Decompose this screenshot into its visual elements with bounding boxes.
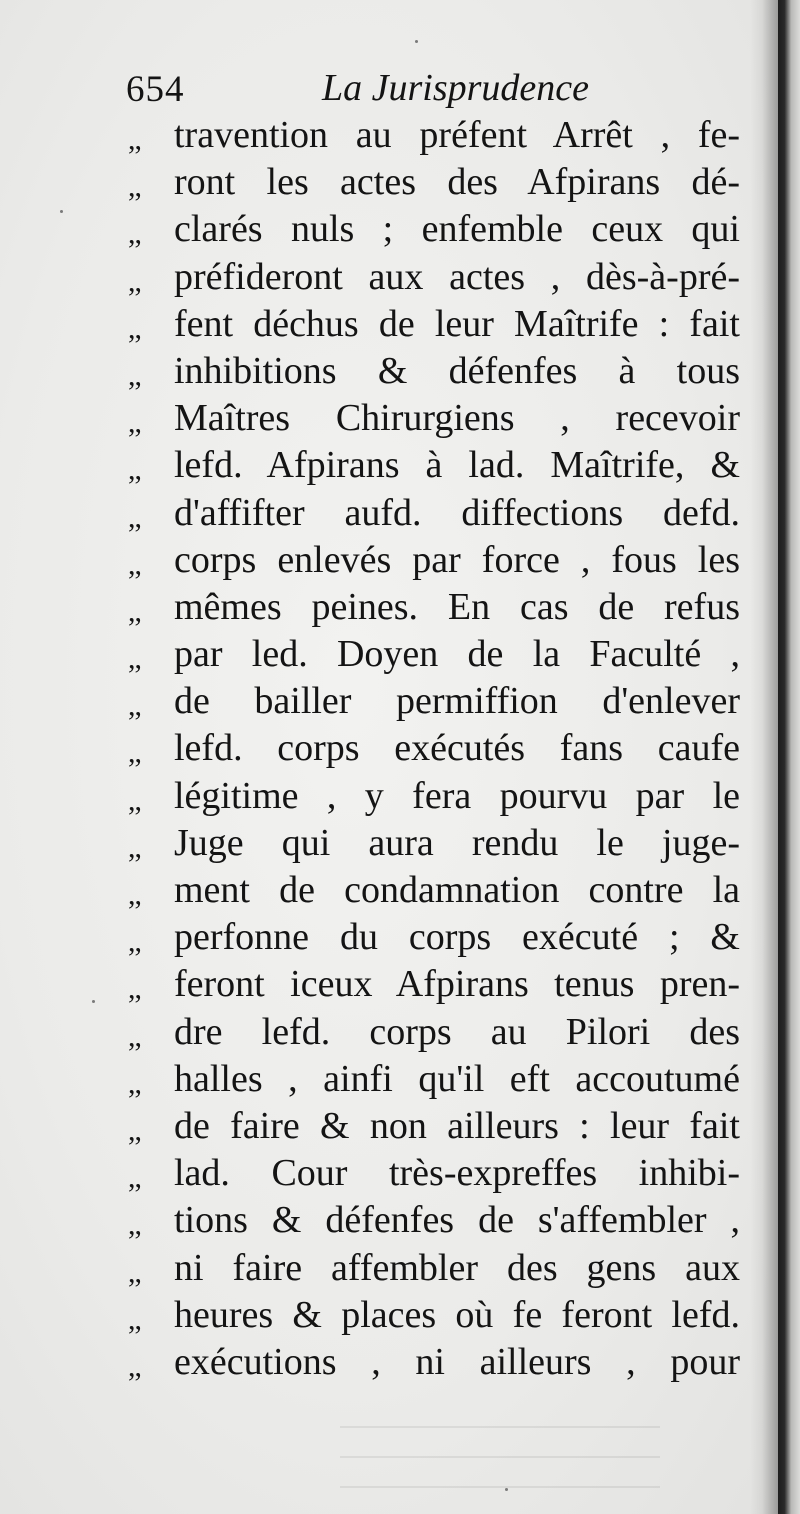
text-line — [128, 1009, 748, 1056]
text-line — [128, 442, 748, 489]
quotation-mark: ,, — [128, 170, 141, 204]
running-head: La Jurisprudence — [322, 67, 590, 109]
line-text: inhibitions & défenfes à tous — [174, 349, 740, 392]
line-text: fent déchus de leur Maîtrife : fait — [174, 302, 740, 345]
line-text: tions & défenfes de s'affembler , — [174, 1199, 740, 1242]
line-text: Maîtres Chirurgiens , recevoir — [174, 397, 740, 440]
quotation-mark: ,, — [128, 453, 141, 487]
quotation-mark: ,, — [128, 1208, 141, 1242]
quotation-mark: ,, — [128, 264, 141, 298]
quotation-mark: ,, — [128, 642, 141, 676]
line-text: ront les actes des Afpirans dé- — [174, 161, 740, 204]
quotation-mark: ,, — [128, 1019, 141, 1053]
quotation-mark: ,, — [128, 1349, 141, 1383]
quotation-mark: ,, — [128, 689, 141, 723]
quotation-mark: ,, — [128, 736, 141, 770]
quotation-mark: ,, — [128, 358, 141, 392]
text-line — [128, 773, 748, 820]
line-text: ni faire affembler des gens aux — [174, 1246, 740, 1289]
paper-speck — [60, 210, 63, 213]
line-text: travention au préfent Arrêt , fe- — [174, 114, 740, 156]
text-line — [128, 1056, 748, 1103]
quotation-mark: ,, — [128, 830, 141, 864]
quotation-mark: ,, — [128, 594, 141, 628]
show-through-text — [340, 1398, 660, 1488]
quotation-mark: ,, — [128, 311, 141, 345]
text-line — [128, 678, 748, 725]
page-edge-shadow — [750, 0, 780, 1514]
page-header — [118, 58, 638, 114]
quotation-mark: ,, — [128, 1255, 141, 1289]
body-text — [128, 112, 748, 1386]
line-text: lefd. Afpirans à lad. Maîtrife, & — [174, 444, 740, 487]
text-line — [128, 1292, 748, 1339]
text-line — [128, 725, 748, 772]
quotation-mark: ,, — [128, 217, 141, 251]
line-text: ment de condamnation contre la — [174, 869, 740, 911]
text-line — [128, 537, 748, 584]
text-line — [128, 584, 748, 631]
line-text: lefd. corps exécutés fans caufe — [174, 727, 740, 770]
page-number: 654 — [126, 69, 185, 110]
line-text: lad. Cour très-expreffes inhibi- — [174, 1152, 740, 1195]
line-text: corps enlevés par force , fous les — [174, 538, 740, 581]
quotation-mark: ,, — [128, 1066, 141, 1100]
line-text: heures & places où fe feront lefd. — [174, 1293, 740, 1336]
line-text: feront iceux Afpirans tenus pren- — [174, 963, 740, 1006]
text-line — [128, 1245, 748, 1292]
text-line — [128, 254, 748, 301]
text-line — [128, 1150, 748, 1197]
quotation-mark: ,, — [128, 783, 141, 817]
quotation-mark: ,, — [128, 406, 141, 440]
line-text: d'affifter aufd. diffections defd. — [174, 491, 740, 534]
line-text: de faire & non ailleurs : leur fait — [174, 1104, 740, 1147]
line-text: par led. Doyen de la Faculté , — [174, 633, 740, 676]
text-line — [128, 348, 748, 395]
quotation-mark: ,, — [128, 1302, 141, 1336]
text-line — [128, 820, 748, 867]
line-text: mêmes peines. En cas de refus — [174, 585, 740, 628]
quotation-mark: ,, — [128, 123, 141, 156]
line-text: perfonne du corps exécuté ; & — [174, 916, 740, 959]
text-line — [128, 961, 748, 1008]
line-text: de bailler permiffion d'enlever — [174, 680, 740, 723]
paper-speck — [92, 1000, 95, 1003]
text-line — [128, 1339, 748, 1386]
quotation-mark: ,, — [128, 1113, 141, 1147]
line-text: légitime , y fera pourvu par le — [174, 774, 740, 817]
line-text: Juge qui aura rendu le juge- — [174, 821, 740, 864]
text-line — [128, 1197, 748, 1244]
quotation-mark: ,, — [128, 925, 141, 959]
text-line — [128, 301, 748, 348]
text-line — [128, 631, 748, 678]
text-line — [128, 395, 748, 442]
text-line — [128, 490, 748, 537]
book-gutter — [778, 0, 800, 1514]
quotation-mark: ,, — [128, 972, 141, 1006]
quotation-mark: ,, — [128, 878, 141, 911]
quotation-mark: ,, — [128, 547, 141, 581]
line-text: exécutions , ni ailleurs , pour — [174, 1340, 740, 1383]
line-text: dre lefd. corps au Pilori des — [174, 1010, 740, 1053]
line-text: préfideront aux actes , dès-à-pré- — [174, 255, 740, 298]
quotation-mark: ,, — [128, 500, 141, 534]
line-text: halles , ainfi qu'il eft accoutumé — [174, 1057, 740, 1100]
paper-speck — [505, 1488, 508, 1491]
text-line — [128, 1103, 748, 1150]
text-line — [128, 914, 748, 961]
text-line — [128, 206, 748, 253]
line-text: clarés nuls ; enfemble ceux qui — [174, 208, 740, 251]
text-line — [128, 159, 748, 206]
paper-speck — [415, 40, 418, 43]
text-line — [128, 867, 748, 914]
text-line — [128, 112, 748, 159]
quotation-mark: ,, — [128, 1161, 141, 1195]
